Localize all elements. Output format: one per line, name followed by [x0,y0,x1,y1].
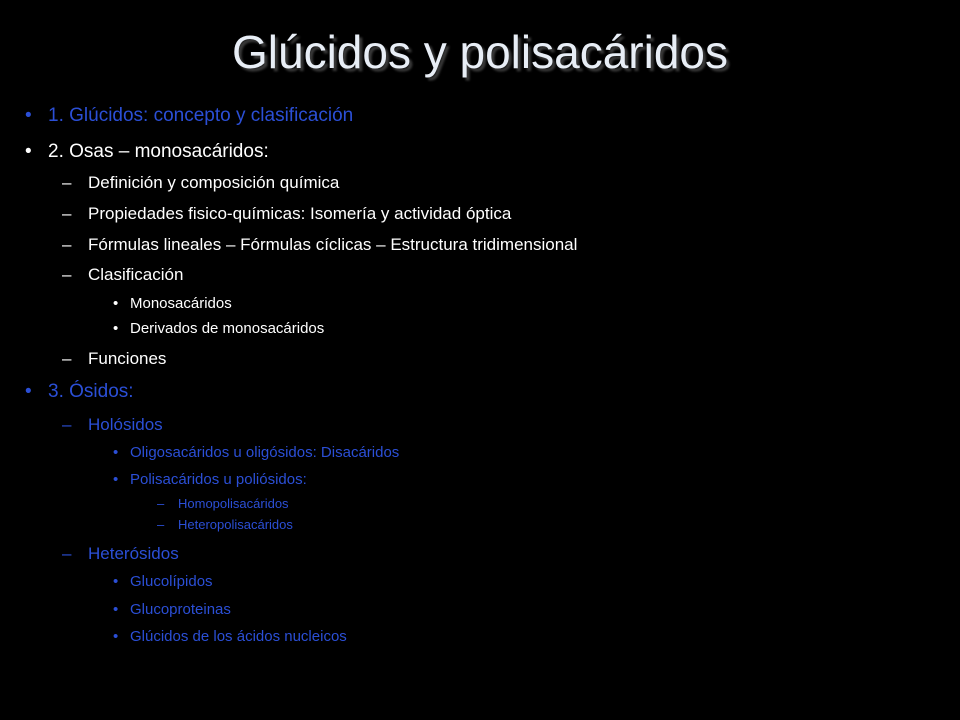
outline-item-homopolisacaridos: Homopolisacáridos [178,496,289,511]
outline-item-definicion: Definición y composición química [88,173,340,192]
bullet-marker: • [25,105,32,126]
dash-marker: – [62,204,72,223]
outline-item-holosidos: Holósidos [88,415,163,434]
bullet-marker: • [113,320,119,337]
outline-item-derivados: Derivados de monosacáridos [130,320,325,337]
slide-title: Glúcidos y polisacáridos [231,26,728,78]
outline-item-clasificacion: Clasificación [88,265,184,284]
bullet-marker: • [25,141,32,162]
outline-item-glucidos: 1. Glúcidos: concepto y clasificación [48,105,354,126]
dash-marker: – [62,235,72,254]
dash-marker: – [157,496,165,511]
bullet-marker: • [113,295,119,312]
outline-item-osidos: 3. Ósidos: [48,381,134,402]
outline-item-osas: 2. Osas – monosacáridos: [48,141,269,162]
bullet-marker: • [113,628,119,645]
dash-marker: – [62,415,72,434]
outline-item-glucolipidos: Glucolípidos [130,573,213,590]
outline-item-polisacaridos: Polisacáridos u poliósidos: [130,471,307,488]
dash-marker: – [62,265,72,284]
bullet-marker: • [113,471,119,488]
outline-item-oligosacaridos: Oligosacáridos u oligósidos: Disacáridos [130,444,400,461]
dash-marker: – [62,349,72,368]
outline-item-formulas: Fórmulas lineales – Fórmulas cíclicas – Estructura tridimensional [88,235,578,254]
bullet-marker: • [113,444,119,461]
outline-item-funciones: Funciones [88,349,167,368]
dash-marker: – [157,517,165,532]
bullet-marker: • [25,381,32,402]
outline-item-propiedades: Propiedades fisico-químicas: Isomería y actividad óptica [88,204,512,223]
outline-item-heteropolisacaridos: Heteropolisacáridos [178,517,293,532]
outline-item-glucoproteinas: Glucoproteinas [130,601,231,618]
dash-marker: – [62,173,72,192]
outline-item-heterosidos: Heterósidos [88,544,179,563]
bullet-marker: • [113,601,119,618]
dash-marker: – [62,544,72,563]
bullet-marker: • [113,573,119,590]
outline-item-monosacaridos: Monosacáridos [130,295,232,312]
outline-item-glucidos-acidos-nucleicos: Glúcidos de los ácidos nucleicos [130,628,347,645]
